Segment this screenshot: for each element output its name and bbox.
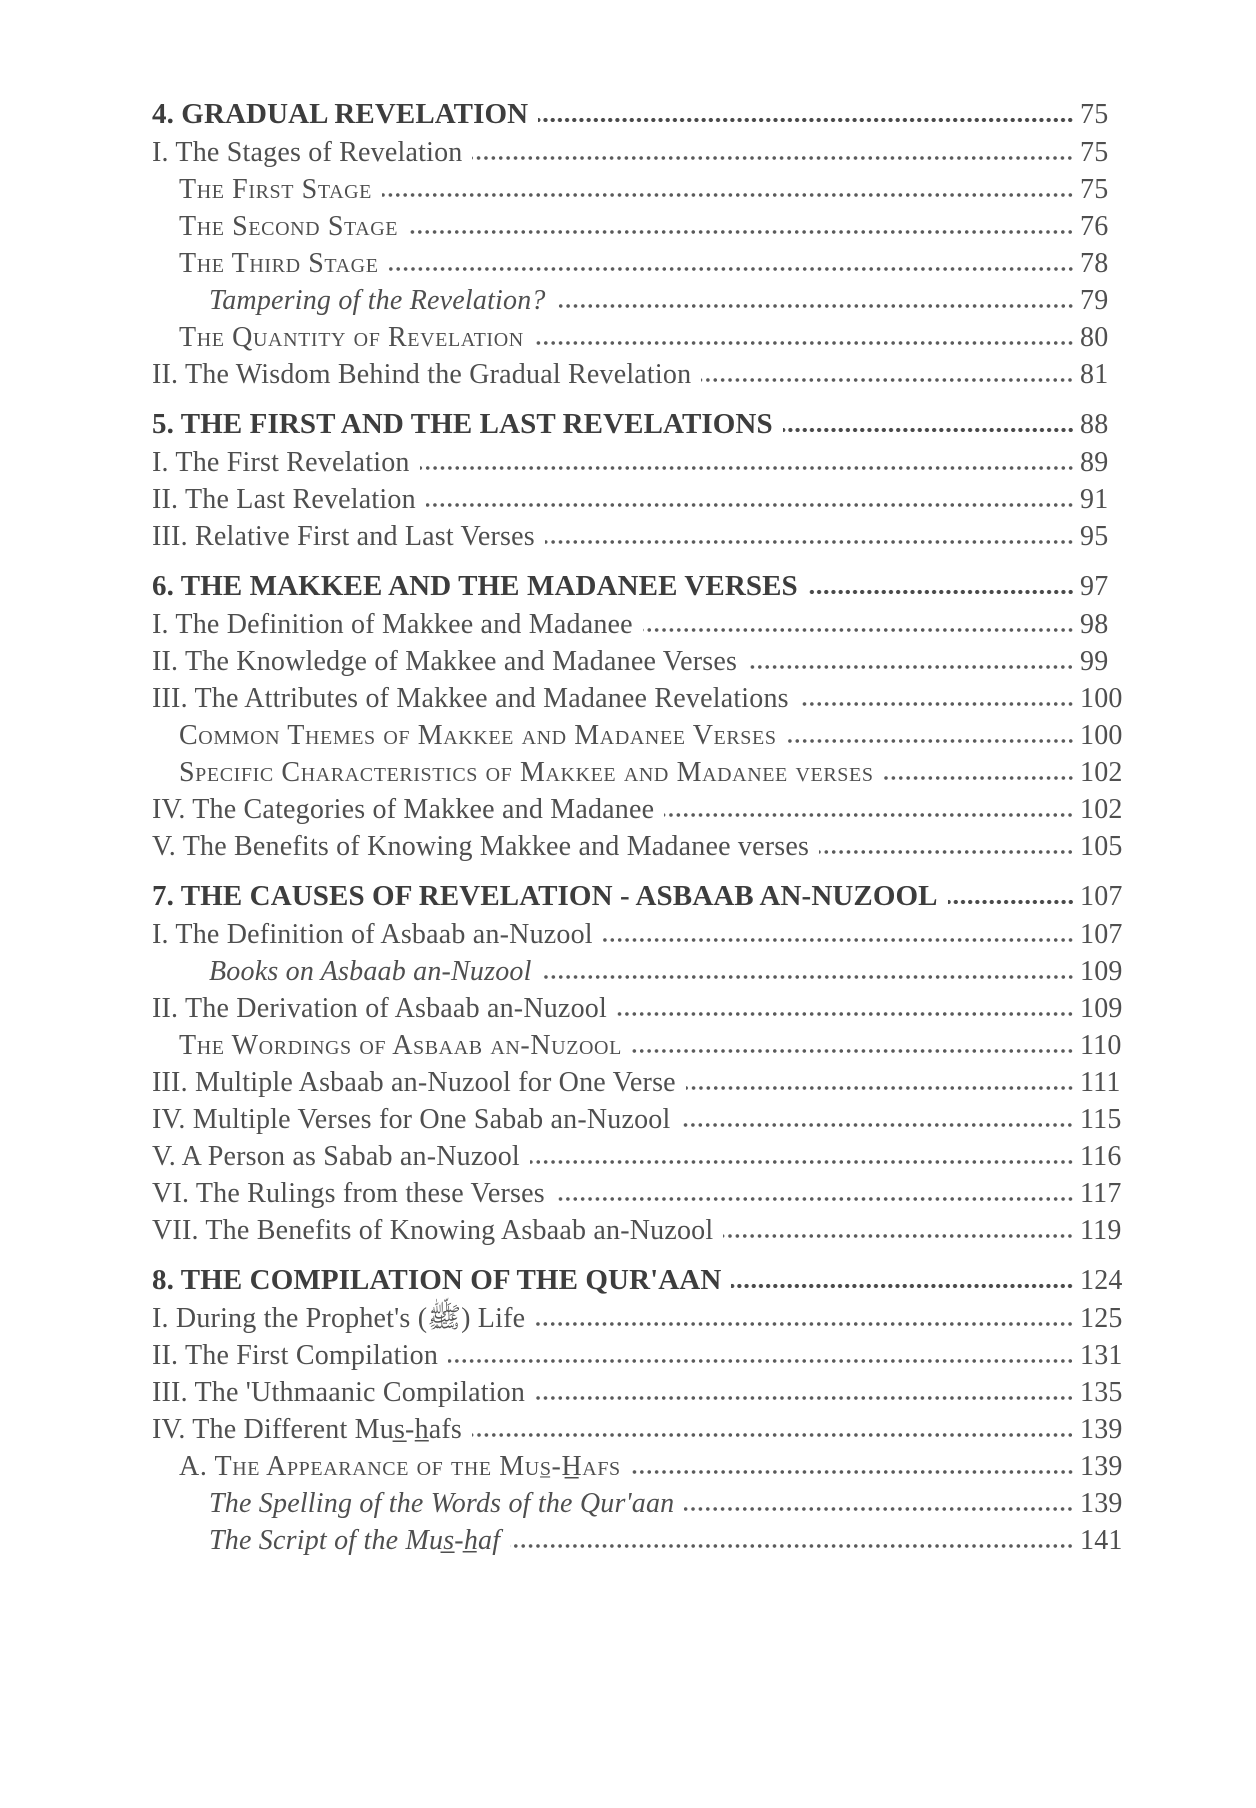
toc-entry-label: The Third Stage xyxy=(179,248,379,279)
page-number: 139 xyxy=(1080,1488,1123,1519)
dot-leader xyxy=(731,1281,1074,1291)
toc-entry xyxy=(152,1143,1138,1171)
toc-entry xyxy=(152,648,1138,676)
dot-leader xyxy=(948,897,1074,907)
page-number: 116 xyxy=(1080,1141,1122,1172)
toc-entry xyxy=(152,921,1138,949)
toc-entry xyxy=(152,796,1138,824)
toc-entry-label: V. The Benefits of Knowing Makkee and Madanee verses xyxy=(152,831,810,862)
toc-entry-label: III. Relative First and Last Verses xyxy=(152,521,535,552)
toc-entry-label: II. The Last Revelation xyxy=(152,484,416,515)
dot-leader xyxy=(617,1009,1074,1019)
page-number: 75 xyxy=(1080,174,1109,205)
toc-entry xyxy=(152,833,1138,861)
page-number: 98 xyxy=(1080,609,1109,640)
dot-leader xyxy=(783,425,1074,435)
toc-entry-label: II. The Derivation of Asbaab an-Nuzool xyxy=(152,993,607,1024)
toc-chapter-entry xyxy=(152,100,1138,129)
toc-entry-label: I. The First Revelation xyxy=(152,447,410,478)
toc-entry-label: The Script of the Mus̲-h̲af xyxy=(209,1525,501,1556)
toc-entry-label: Books on Asbaab an-Nuzool xyxy=(209,956,532,987)
toc-entry-label: A. The Appearance of the Mus̲-H̲afs xyxy=(179,1451,621,1482)
toc-entry-label: VI. The Rulings from these Verses xyxy=(152,1178,545,1209)
page-number: 109 xyxy=(1080,993,1123,1024)
page-number: 75 xyxy=(1080,137,1109,168)
page-number: 88 xyxy=(1080,409,1109,440)
toc-entry xyxy=(152,1106,1138,1134)
page-number: 135 xyxy=(1080,1377,1123,1408)
toc-entry xyxy=(152,324,1138,352)
toc-entry xyxy=(152,685,1138,713)
page-number: 125 xyxy=(1080,1303,1123,1334)
page-number: 97 xyxy=(1080,571,1109,602)
page-number: 131 xyxy=(1080,1340,1123,1371)
dot-leader xyxy=(680,1120,1074,1130)
toc-entry xyxy=(152,1032,1138,1060)
toc-chapter-entry xyxy=(152,410,1138,439)
toc-entry-label: The Wordings of Asbaab an-Nuzool xyxy=(179,1030,622,1061)
toc-entry xyxy=(152,213,1138,241)
page-number: 141 xyxy=(1080,1525,1123,1556)
toc-chapter-title: 5. THE FIRST AND THE LAST REVELATIONS xyxy=(152,408,773,440)
toc-entry xyxy=(152,958,1138,986)
page-number: 100 xyxy=(1080,683,1123,714)
dot-leader xyxy=(747,662,1074,672)
toc-entry-label: III. The 'Uthmaanic Compilation xyxy=(152,1377,526,1408)
dot-leader xyxy=(542,972,1074,982)
toc-entry-label: I. During the Prophet's (ﷺ) Life xyxy=(152,1303,526,1334)
toc-entry-label: I. The Stages of Revelation xyxy=(152,137,463,168)
toc-section xyxy=(152,572,1138,861)
dot-leader xyxy=(701,375,1074,385)
toc-entry-label: V. A Person as Sabab an-Nuzool xyxy=(152,1141,520,1172)
toc-entry xyxy=(152,1416,1138,1444)
page-number: 119 xyxy=(1080,1215,1122,1246)
dot-leader xyxy=(808,587,1074,597)
toc-entry-label: Specific Characteristics of Makkee and Madanee verses xyxy=(179,757,874,788)
toc-entry xyxy=(152,176,1138,204)
toc-entry xyxy=(152,139,1138,167)
toc-entry-label: I. The Definition of Makkee and Madanee xyxy=(152,609,633,640)
dot-leader xyxy=(538,115,1074,125)
page-number: 115 xyxy=(1080,1104,1122,1135)
toc-entry-label: III. The Attributes of Makkee and Madanee Revelations xyxy=(152,683,789,714)
toc-entry-label: The Second Stage xyxy=(179,211,399,242)
toc-entry-label: II. The Knowledge of Makkee and Madanee Verses xyxy=(152,646,738,677)
dot-leader xyxy=(535,1319,1074,1329)
toc-entry xyxy=(152,287,1138,315)
dot-leader xyxy=(408,227,1074,237)
toc-chapter-entry xyxy=(152,1266,1138,1295)
toc-entry xyxy=(152,1342,1138,1370)
page-number: 139 xyxy=(1080,1414,1123,1445)
page-number: 107 xyxy=(1080,881,1123,912)
toc-entry xyxy=(152,250,1138,278)
toc-section xyxy=(152,410,1138,551)
dot-leader xyxy=(723,1231,1074,1241)
dot-leader xyxy=(631,1467,1074,1477)
dot-leader xyxy=(555,1194,1074,1204)
toc-entry-label: IV. Multiple Verses for One Sabab an-Nuzool xyxy=(152,1104,671,1135)
dot-leader xyxy=(556,301,1074,311)
toc-entry xyxy=(152,1527,1138,1555)
toc-entry-label: III. Multiple Asbaab an-Nuzool for One Verse xyxy=(152,1067,676,1098)
toc-section xyxy=(152,882,1138,1245)
toc-entry xyxy=(152,1180,1138,1208)
toc-entry-label: Tampering of the Revelation? xyxy=(209,285,546,316)
toc-entry-label: Common Themes of Makkee and Madanee Verses xyxy=(179,720,777,751)
dot-leader xyxy=(420,463,1074,473)
toc-entry xyxy=(152,361,1138,389)
page-number: 124 xyxy=(1080,1265,1123,1296)
toc-entry xyxy=(152,759,1138,787)
dot-leader xyxy=(799,699,1074,709)
toc-entry xyxy=(152,1453,1138,1481)
dot-leader xyxy=(603,935,1074,945)
page-number: 139 xyxy=(1080,1451,1123,1482)
dot-leader xyxy=(448,1356,1074,1366)
page-number: 75 xyxy=(1080,99,1109,130)
toc-chapter-title: 7. THE CAUSES OF REVELATION - ASBAAB AN-NUZOOL xyxy=(152,880,938,912)
dot-leader xyxy=(686,1083,1074,1093)
dot-leader xyxy=(884,773,1074,783)
toc-chapter-title: 8. THE COMPILATION OF THE QUR'AAN xyxy=(152,1264,722,1296)
dot-leader xyxy=(472,153,1074,163)
page-number: 117 xyxy=(1080,1178,1122,1209)
toc-entry xyxy=(152,611,1138,639)
toc-entry xyxy=(152,523,1138,551)
dot-leader xyxy=(426,500,1074,510)
toc-entry-label: The Quantity of Revelation xyxy=(179,322,524,353)
toc-entry xyxy=(152,1217,1138,1245)
page-number: 107 xyxy=(1080,919,1123,950)
toc-entry xyxy=(152,722,1138,750)
dot-leader xyxy=(534,338,1074,348)
toc-entry xyxy=(152,1069,1138,1097)
dot-leader xyxy=(632,1046,1074,1056)
page-number: 102 xyxy=(1080,757,1123,788)
toc-entry xyxy=(152,995,1138,1023)
page-number: 78 xyxy=(1080,248,1109,279)
toc-chapter-entry xyxy=(152,882,1138,911)
dot-leader xyxy=(684,1504,1074,1514)
dot-leader xyxy=(664,810,1074,820)
table-of-contents xyxy=(152,100,1138,1564)
dot-leader xyxy=(472,1430,1074,1440)
toc-section xyxy=(152,100,1138,389)
toc-entry xyxy=(152,486,1138,514)
toc-section xyxy=(152,1266,1138,1555)
page-number: 111 xyxy=(1080,1067,1121,1098)
toc-entry xyxy=(152,1379,1138,1407)
toc-entry-label: The Spelling of the Words of the Qur'aan xyxy=(209,1488,675,1519)
dot-leader xyxy=(389,264,1074,274)
toc-entry-label: VII. The Benefits of Knowing Asbaab an-Nuzool xyxy=(152,1215,714,1246)
page-number: 102 xyxy=(1080,794,1123,825)
toc-entry xyxy=(152,1305,1138,1333)
dot-leader xyxy=(510,1541,1074,1551)
toc-entry-label: I. The Definition of Asbaab an-Nuzool xyxy=(152,919,593,950)
page-number: 95 xyxy=(1080,521,1109,552)
toc-entry-label: IV. The Categories of Makkee and Madanee xyxy=(152,794,655,825)
toc-entry xyxy=(152,1490,1138,1518)
dot-leader xyxy=(643,625,1074,635)
toc-entry-label: The First Stage xyxy=(179,174,372,205)
dot-leader xyxy=(382,190,1074,200)
dot-leader xyxy=(535,1393,1074,1403)
page-number: 89 xyxy=(1080,447,1109,478)
page-number: 105 xyxy=(1080,831,1123,862)
toc-entry-label: II. The First Compilation xyxy=(152,1340,439,1371)
page-number: 110 xyxy=(1080,1030,1122,1061)
dot-leader xyxy=(545,537,1074,547)
toc-chapter-title: 6. THE MAKKEE AND THE MADANEE VERSES xyxy=(152,570,798,602)
toc-entry xyxy=(152,449,1138,477)
page-number: 81 xyxy=(1080,359,1109,390)
page-number: 76 xyxy=(1080,211,1109,242)
toc-chapter-title: 4. GRADUAL REVELATION xyxy=(152,98,529,130)
page-number: 100 xyxy=(1080,720,1123,751)
toc-entry-label: IV. The Different Mus̲-h̲afs xyxy=(152,1414,463,1445)
dot-leader xyxy=(530,1157,1074,1167)
toc-entry-label: II. The Wisdom Behind the Gradual Revelation xyxy=(152,359,692,390)
page-number: 91 xyxy=(1080,484,1109,515)
page-number: 80 xyxy=(1080,322,1109,353)
page-number: 99 xyxy=(1080,646,1109,677)
page-number: 109 xyxy=(1080,956,1123,987)
page-number: 79 xyxy=(1080,285,1109,316)
toc-chapter-entry xyxy=(152,572,1138,601)
dot-leader xyxy=(819,847,1074,857)
dot-leader xyxy=(787,736,1074,746)
